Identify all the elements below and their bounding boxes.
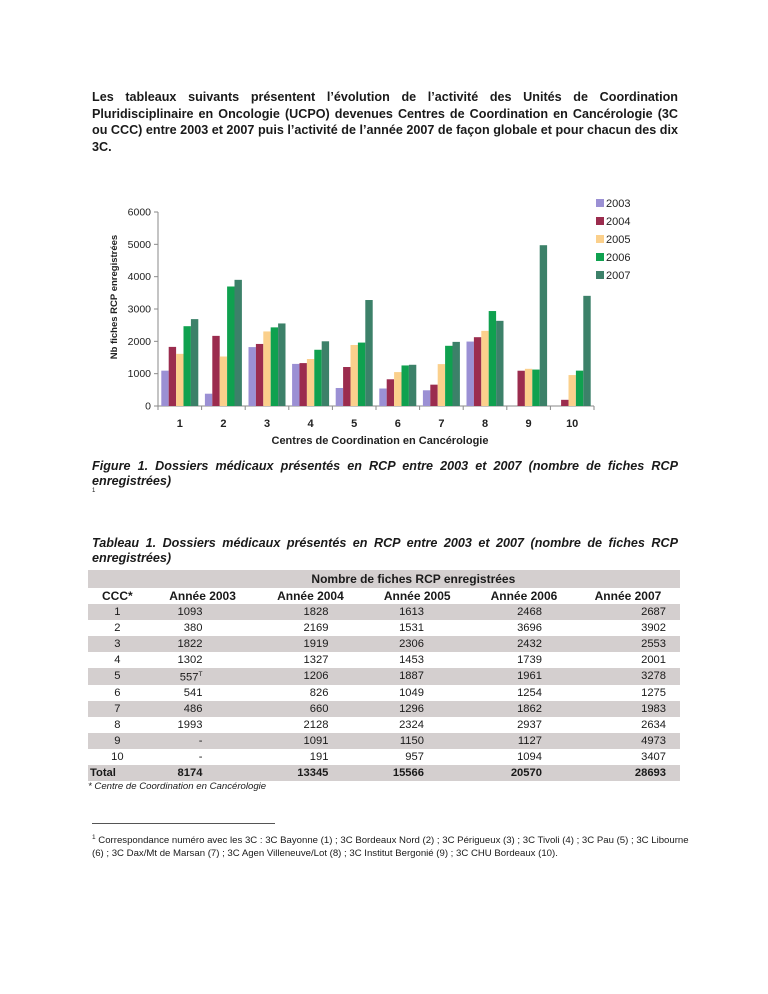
value-cell-2003 <box>147 620 259 636</box>
value-cell-2007 <box>576 701 680 717</box>
bar <box>467 342 474 406</box>
value-text: 1091 <box>303 734 329 747</box>
table-header-row <box>88 588 680 604</box>
value-text: 1993 <box>177 718 203 731</box>
bar <box>379 389 386 406</box>
value-text: 1983 <box>641 702 666 715</box>
value-cell-2003 <box>147 765 259 781</box>
footnote-divider <box>92 823 275 824</box>
column-header-2006: Année 2006 <box>490 589 558 603</box>
legend-swatch <box>596 217 604 225</box>
value-text: 28693 <box>634 766 666 779</box>
legend-label: 2006 <box>606 252 631 264</box>
value-text: 1613 <box>399 606 424 618</box>
table-caption: Tableau 1. Dossiers médicaux présentés en RCP entre 2003 et 2007 (nombre de fiches RCP enregistrées) <box>92 536 678 565</box>
value-cell-2003 <box>147 749 259 765</box>
value-cell-2007 <box>576 733 680 749</box>
bar <box>409 365 416 406</box>
x-tick-label: 8 <box>481 418 489 430</box>
value-cell-2006 <box>472 652 576 668</box>
value-superscript: T <box>198 671 203 678</box>
table-blank-cell <box>88 570 147 588</box>
footnote-text: Correspondance numéro avec les 3C : 3C Bayonne (1) ; 3C Bordeaux Nord (2) ; 3C Périgueux (3) ; 3C Tivoli (4) ; 3C Pau (5) ; 3C Libourne (6) ; 3C Dax/Mt de Marsan (7) ; 3C Agen Villeneuve/Lot (8) ; 3C Institut Bergonié (9) ; 3C CHU Bordeaux (10). <box>92 835 689 860</box>
ccc-cell: 4 <box>114 654 121 666</box>
value-text: 2169 <box>303 622 329 634</box>
value-cell-2007 <box>576 685 680 701</box>
value-text: 20570 <box>510 766 542 779</box>
x-tick-label: 4 <box>307 418 314 430</box>
value-text: - <box>198 734 203 747</box>
bar <box>263 331 270 406</box>
value-cell-2005 <box>362 765 472 781</box>
x-tick-label: 5 <box>351 418 358 430</box>
value-text: 1887 <box>399 670 424 683</box>
value-cell-2004 <box>258 636 362 652</box>
footnote-number: 1 <box>92 834 96 841</box>
bar <box>220 357 227 407</box>
table-row <box>88 733 680 749</box>
bar <box>249 347 256 406</box>
x-tick-label: 6 <box>394 418 401 430</box>
x-tick-label: 1 <box>176 418 183 430</box>
value-cell-2004 <box>258 685 362 701</box>
value-cell-2004 <box>258 701 362 717</box>
value-text: 660 <box>309 702 329 715</box>
bar <box>300 363 307 406</box>
value-cell-2007 <box>576 652 680 668</box>
intro-paragraph: Les tableaux suivants présentent l’évolution de l’activité des Unités de Coordination Pluridisciplinaire en Oncologie (UCPO) devenues Centres de Coordination en Cancérologie (3C ou CCC) entre 2003 et 2007 puis l’activité de l’année 2007 de façon globale et pour chacun des dix 3C. <box>92 90 678 154</box>
x-tick-label: 10 <box>566 418 579 430</box>
value-text: 1206 <box>303 670 329 683</box>
bar <box>423 390 430 406</box>
legend-swatch <box>596 253 604 261</box>
table-note: * Centre de Coordination en Cancérologie <box>88 781 267 792</box>
bar <box>336 388 343 406</box>
table-row <box>88 685 680 701</box>
value-cell-2005 <box>362 733 472 749</box>
value-cell-2006 <box>472 604 576 620</box>
bar <box>256 344 263 406</box>
ccc-cell: 3 <box>88 636 147 652</box>
value-text: 3278 <box>641 670 666 683</box>
bar <box>438 364 445 406</box>
bar <box>184 326 191 406</box>
value-text: 826 <box>309 686 329 699</box>
table-row <box>88 701 680 717</box>
value-cell-2003 <box>147 604 259 620</box>
value-cell-2005 <box>362 620 472 636</box>
value-text: 2324 <box>399 718 424 731</box>
value-cell-2006 <box>472 717 576 733</box>
bar <box>525 369 532 406</box>
value-cell-2005 <box>362 717 472 733</box>
table-row <box>88 604 680 620</box>
value-text: 2306 <box>399 638 424 650</box>
ccc-cell: 6 <box>114 686 121 699</box>
value-text: 2634 <box>641 718 666 731</box>
table-row <box>88 652 680 668</box>
bar <box>394 372 401 406</box>
y-axis-title: Nb fiches RCP enregistrées <box>109 234 120 360</box>
value-cell-2005 <box>362 749 472 765</box>
y-tick-label: 4000 <box>127 271 151 284</box>
ccc-cell: 1 <box>88 604 147 620</box>
bar <box>358 343 365 406</box>
bar <box>489 311 496 406</box>
bar <box>569 375 576 406</box>
table-row <box>88 717 680 733</box>
bar <box>583 296 590 406</box>
y-tick-label: 5000 <box>127 238 151 251</box>
value-text: 191 <box>309 750 329 763</box>
value-cell-2003 <box>147 636 259 652</box>
table-row <box>88 620 680 636</box>
bar <box>343 367 350 406</box>
bar <box>314 350 321 406</box>
ccc-cell: Total <box>88 765 147 781</box>
value-text: 2432 <box>517 638 542 650</box>
value-cell-2007 <box>576 636 680 652</box>
value-text: 1862 <box>517 702 542 715</box>
footnote-reference: 1 <box>92 488 96 494</box>
value-text: 486 <box>183 702 203 715</box>
value-cell-2003 <box>147 668 259 685</box>
value-cell-2006 <box>472 749 576 765</box>
x-tick-label: 3 <box>263 418 271 430</box>
value-text: 1453 <box>399 654 424 666</box>
value-text: 4973 <box>641 734 666 747</box>
bar <box>518 371 525 406</box>
value-text: 8174 <box>177 766 203 779</box>
value-text: 1739 <box>517 654 542 666</box>
x-tick-label: 7 <box>438 418 445 430</box>
value-text: 2937 <box>517 718 542 731</box>
value-text: 2553 <box>641 638 666 650</box>
value-cell-2004 <box>258 749 362 765</box>
value-cell-2004 <box>258 652 362 668</box>
legend-swatch <box>596 235 604 243</box>
value-cell-2006 <box>472 685 576 701</box>
bar <box>292 364 299 406</box>
value-cell-2007 <box>576 620 680 636</box>
value-text: 1327 <box>303 654 329 666</box>
value-text: 1049 <box>399 686 424 699</box>
value-text: 1822 <box>177 638 203 650</box>
value-cell-2007 <box>576 604 680 620</box>
value-text: 15566 <box>392 766 424 779</box>
value-cell-2004 <box>258 765 362 781</box>
value-cell-2004 <box>258 604 362 620</box>
value-cell-2006 <box>472 620 576 636</box>
value-cell-2004 <box>258 668 362 685</box>
bar <box>576 371 583 406</box>
ccc-cell: 9 <box>88 733 147 749</box>
value-cell-2006 <box>472 668 576 685</box>
value-cell-2005 <box>362 701 472 717</box>
y-tick-label: 0 <box>145 400 151 413</box>
bar <box>365 300 372 406</box>
value-text: 3696 <box>517 622 542 634</box>
value-cell-2003 <box>147 733 259 749</box>
bar <box>191 319 198 406</box>
bar <box>481 331 488 406</box>
bar <box>227 287 234 407</box>
value-text: 957 <box>405 750 424 763</box>
value-cell-2003 <box>147 652 259 668</box>
value-text: 1275 <box>641 686 666 699</box>
y-tick-label: 6000 <box>127 206 151 219</box>
table-group-header-row <box>88 570 680 588</box>
value-text: - <box>198 750 203 763</box>
value-text: 1961 <box>517 670 542 683</box>
ccc-cell: 5 <box>88 668 147 685</box>
footnote <box>92 831 692 860</box>
value-cell-2006 <box>472 733 576 749</box>
legend-swatch <box>596 199 604 207</box>
value-text: 2001 <box>641 654 666 666</box>
value-text: 1093 <box>177 606 203 618</box>
value-text: 1254 <box>517 686 542 699</box>
column-header-2005: Année 2005 <box>383 589 451 603</box>
bar <box>351 345 358 406</box>
value-cell-2005 <box>362 685 472 701</box>
bar <box>271 327 278 406</box>
value-text: 1302 <box>177 654 203 666</box>
value-cell-2004 <box>258 620 362 636</box>
bar <box>322 341 329 406</box>
legend-label: 2007 <box>606 270 631 282</box>
value-cell-2006 <box>472 765 576 781</box>
value-text: 3902 <box>641 622 666 634</box>
bar <box>278 323 285 406</box>
value-text: 13345 <box>297 766 329 779</box>
value-cell-2007 <box>576 765 680 781</box>
column-header-2007: Année 2007 <box>594 589 662 603</box>
bar <box>453 342 460 406</box>
value-text: 3407 <box>641 750 666 763</box>
value-cell-2004 <box>258 733 362 749</box>
value-cell-2006 <box>472 701 576 717</box>
legend-label: 2005 <box>606 234 631 246</box>
value-text: 380 <box>183 622 203 634</box>
value-text: 1828 <box>303 606 329 618</box>
value-text: 1531 <box>399 622 424 634</box>
legend-label: 2004 <box>606 216 631 228</box>
value-text: 2687 <box>641 606 666 618</box>
value-text: 1296 <box>399 702 424 715</box>
ccc-cell: 7 <box>88 701 147 717</box>
bar <box>402 365 409 406</box>
x-axis-title: Centres de Coordination en Cancérologie <box>271 435 489 447</box>
bar <box>445 346 452 406</box>
value-text: 2468 <box>517 606 542 618</box>
legend-swatch <box>596 271 604 279</box>
legend-label: 2003 <box>606 198 631 210</box>
table-total-row <box>88 765 680 781</box>
bar <box>561 400 568 406</box>
value-cell-2003 <box>147 685 259 701</box>
bar <box>176 354 183 406</box>
table-group-header: Nombre de fiches RCP enregistrées <box>147 570 680 588</box>
y-tick-label: 2000 <box>127 335 151 348</box>
bar-chart <box>100 190 660 456</box>
value-text: 1127 <box>517 734 542 747</box>
value-cell-2005 <box>362 604 472 620</box>
bar <box>387 379 394 406</box>
bar <box>532 370 539 406</box>
table-row <box>88 668 680 685</box>
column-header-2003: Année 2003 <box>169 589 236 603</box>
value-text: 2128 <box>303 718 329 731</box>
value-text: 1094 <box>517 750 542 763</box>
bar <box>205 394 212 406</box>
value-text: 541 <box>183 686 203 699</box>
x-tick-label: 9 <box>525 418 532 430</box>
x-tick-label: 2 <box>220 418 227 430</box>
bar <box>235 280 242 406</box>
value-cell-2005 <box>362 636 472 652</box>
value-text: 557 <box>179 671 199 684</box>
bar <box>430 385 437 406</box>
ccc-cell: 2 <box>114 622 121 634</box>
value-cell-2003 <box>147 701 259 717</box>
y-tick-label: 1000 <box>127 368 151 381</box>
value-cell-2005 <box>362 652 472 668</box>
ccc-cell: 10 <box>111 750 124 763</box>
y-tick-label: 3000 <box>127 303 151 316</box>
value-cell-2006 <box>472 636 576 652</box>
value-cell-2003 <box>147 717 259 733</box>
bar <box>496 321 503 406</box>
column-header-2004: Année 2004 <box>277 589 344 603</box>
value-text: 1150 <box>399 734 424 747</box>
ccc-cell: 8 <box>114 718 121 731</box>
value-cell-2007 <box>576 668 680 685</box>
data-table <box>88 570 680 781</box>
bar <box>161 371 168 406</box>
bar <box>307 359 314 406</box>
table-row <box>88 749 680 765</box>
table-row <box>88 636 680 652</box>
bar <box>169 347 176 406</box>
bar <box>540 245 547 406</box>
value-cell-2005 <box>362 668 472 685</box>
bar <box>212 336 219 406</box>
value-cell-2007 <box>576 717 680 733</box>
value-cell-2007 <box>576 749 680 765</box>
column-header-ccc: CCC* <box>102 589 133 603</box>
bar <box>474 337 481 406</box>
value-cell-2004 <box>258 717 362 733</box>
value-text: 1919 <box>303 638 329 650</box>
figure-caption: Figure 1. Dossiers médicaux présentés en RCP entre 2003 et 2007 (nombre de fiches RCP enregistrées) <box>92 459 678 488</box>
